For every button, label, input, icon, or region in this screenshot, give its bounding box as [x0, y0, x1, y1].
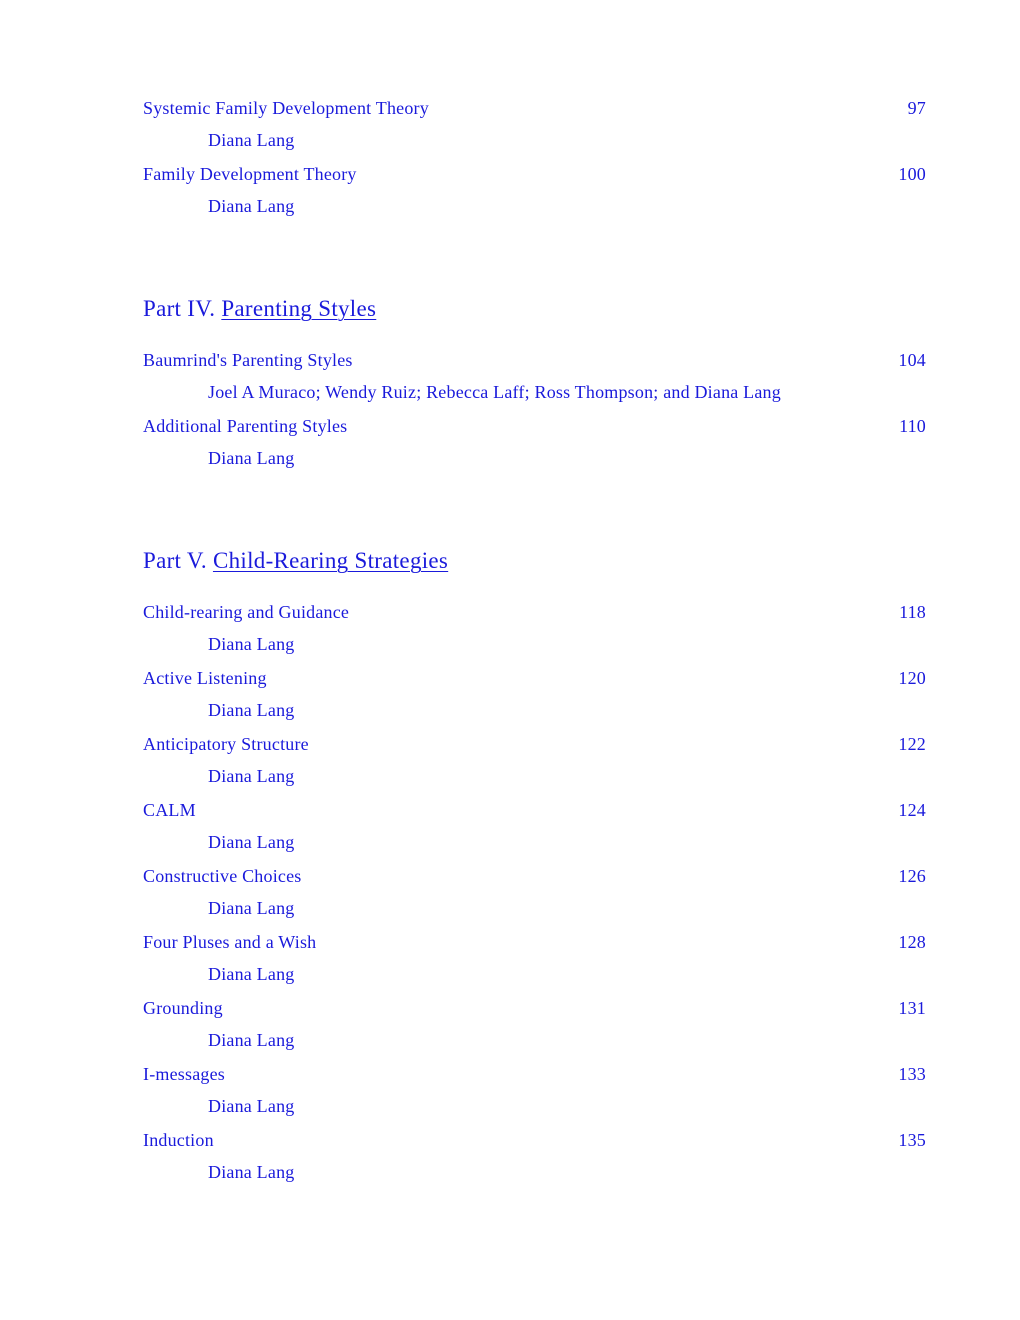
part-prefix: Part IV. — [143, 296, 216, 321]
toc-entry-author: Joel A Muraco; Wendy Ruiz; Rebecca Laff; Ross Thompson; and Diana Lang — [208, 382, 781, 402]
toc-entry — [143, 92, 926, 158]
toc-page-number[interactable]: 120 — [898, 668, 926, 688]
toc-entry-link[interactable] — [143, 344, 926, 376]
toc-entry-link[interactable] — [143, 1058, 926, 1090]
toc-entry — [143, 728, 926, 794]
spacer — [143, 584, 926, 596]
toc-entry-link[interactable] — [143, 158, 926, 190]
toc-entry — [143, 992, 926, 1058]
toc-entry-link[interactable] — [143, 410, 926, 442]
toc-entry-author: Diana Lang — [208, 1162, 295, 1182]
toc-entry-author: Diana Lang — [208, 634, 295, 654]
toc-entry-title[interactable]: I-messages — [143, 1064, 225, 1084]
toc-page-number[interactable]: 126 — [898, 866, 926, 886]
toc-entry-author: Diana Lang — [208, 964, 295, 984]
toc-entry-link[interactable] — [143, 860, 926, 892]
toc-entry — [143, 596, 926, 662]
toc-page-number[interactable]: 128 — [898, 932, 926, 952]
toc-entry — [143, 344, 926, 410]
toc-page-number[interactable]: 122 — [898, 734, 926, 754]
toc-page-number[interactable]: 133 — [898, 1064, 926, 1084]
toc-page-number[interactable]: 97 — [907, 98, 926, 118]
toc-entry-author: Diana Lang — [208, 1030, 295, 1050]
toc-page-number[interactable]: 104 — [898, 350, 926, 370]
table-of-contents — [143, 92, 926, 1190]
toc-entry-title[interactable]: Family Development Theory — [143, 164, 357, 184]
toc-entry-title[interactable]: Active Listening — [143, 668, 267, 688]
toc-entry-title[interactable]: Four Pluses and a Wish — [143, 932, 317, 952]
toc-entry-link[interactable] — [143, 596, 926, 628]
toc-entry — [143, 1058, 926, 1124]
toc-entry-link[interactable] — [143, 794, 926, 826]
toc-entry — [143, 410, 926, 476]
toc-entry — [143, 662, 926, 728]
toc-entry-link[interactable] — [143, 662, 926, 694]
toc-entry-author: Diana Lang — [208, 130, 295, 150]
toc-entry-author: Diana Lang — [208, 700, 295, 720]
toc-entry-title[interactable]: Systemic Family Development Theory — [143, 98, 429, 118]
toc-page-number[interactable]: 100 — [898, 164, 926, 184]
part-title-link[interactable]: Parenting Styles — [221, 296, 377, 321]
toc-entry-author: Diana Lang — [208, 448, 295, 468]
part-heading — [143, 286, 926, 332]
toc-entry-link[interactable] — [143, 728, 926, 760]
toc-entry-title[interactable]: Additional Parenting Styles — [143, 416, 348, 436]
toc-entry-link[interactable] — [143, 926, 926, 958]
toc-entry-author: Diana Lang — [208, 832, 295, 852]
spacer — [143, 224, 926, 286]
toc-page-number[interactable]: 118 — [899, 602, 926, 622]
toc-entry-author: Diana Lang — [208, 766, 295, 786]
part-title-link[interactable]: Child-Rearing Strategies — [212, 548, 449, 573]
toc-entry-link[interactable] — [143, 1124, 926, 1156]
spacer — [143, 476, 926, 538]
toc-entry-author: Diana Lang — [208, 196, 295, 216]
toc-page-number[interactable]: 131 — [898, 998, 926, 1018]
toc-entry-title[interactable]: Child-rearing and Guidance — [143, 602, 350, 622]
toc-page-number[interactable]: 110 — [899, 416, 926, 436]
toc-entry-author: Diana Lang — [208, 898, 295, 918]
toc-entry-title[interactable]: Anticipatory Structure — [143, 734, 309, 754]
toc-page-number[interactable]: 124 — [898, 800, 926, 820]
toc-entry-author: Diana Lang — [208, 1096, 295, 1116]
part-prefix: Part V. — [143, 548, 207, 573]
spacer — [143, 332, 926, 344]
toc-entry — [143, 1124, 926, 1190]
toc-entry — [143, 158, 926, 224]
part-heading — [143, 538, 926, 584]
toc-entry-title[interactable]: Grounding — [143, 998, 223, 1018]
toc-entry-title[interactable]: CALM — [143, 800, 196, 820]
toc-entry-title[interactable]: Baumrind's Parenting Styles — [143, 350, 353, 370]
toc-entry — [143, 926, 926, 992]
toc-entry — [143, 860, 926, 926]
toc-entry-link[interactable] — [143, 92, 926, 124]
toc-page-number[interactable]: 135 — [898, 1130, 926, 1150]
toc-entry-link[interactable] — [143, 992, 926, 1024]
toc-entry-title[interactable]: Induction — [143, 1130, 214, 1150]
toc-entry-title[interactable]: Constructive Choices — [143, 866, 302, 886]
toc-entry — [143, 794, 926, 860]
